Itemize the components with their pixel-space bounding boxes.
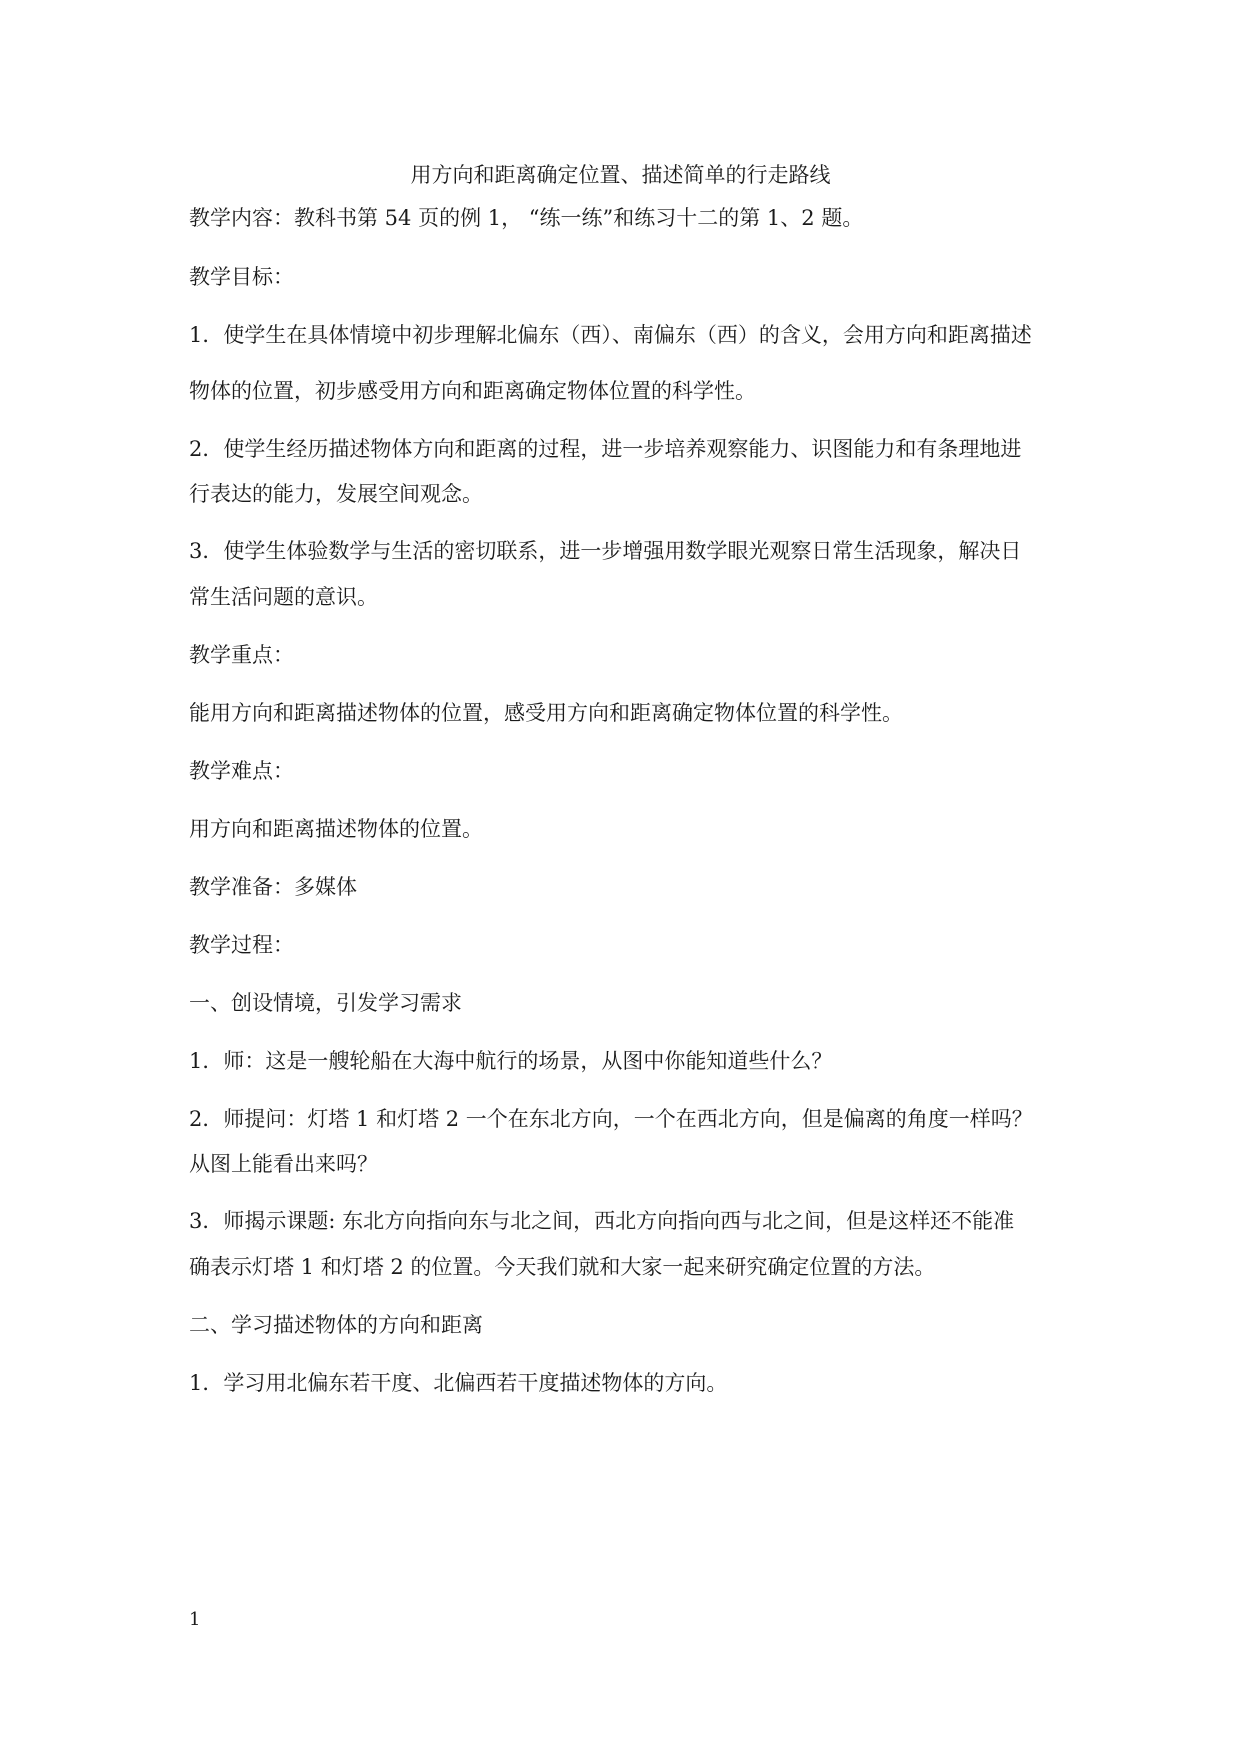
preparation-line: 教学准备：多媒体 bbox=[189, 875, 357, 899]
section-2-step-1-line: 1．学习用北偏东若干度、北偏西若干度描述物体的方向。 bbox=[189, 1371, 728, 1395]
step-2-line-2: 从图上能看出来吗？ bbox=[189, 1152, 378, 1176]
step-3-line-1: 3．师揭示课题: 东北方向指向东与北之间，西北方向指向西与北之间，但是这样还不能准 bbox=[189, 1209, 1015, 1233]
key-points-text: 能用方向和距离描述物体的位置，感受用方向和距离确定物体位置的科学性。 bbox=[189, 701, 903, 725]
page-number: 1 bbox=[189, 1609, 201, 1630]
goal-2-line-2: 行表达的能力，发展空间观念。 bbox=[189, 482, 483, 506]
step-3-line-2: 确表示灯塔 1 和灯塔 2 的位置。今天我们就和大家一起来研究确定位置的方法。 bbox=[189, 1255, 936, 1279]
difficulties-heading: 教学难点： bbox=[189, 759, 294, 783]
step-2-line-1: 2．师提问：灯塔 1 和灯塔 2 一个在东北方向，一个在西北方向，但是偏离的角度一样吗？ bbox=[189, 1107, 1033, 1131]
goal-1-line-2: 物体的位置，初步感受用方向和距离确定物体位置的科学性。 bbox=[189, 379, 756, 403]
key-points-heading: 教学重点： bbox=[189, 643, 294, 667]
section-2-heading: 二、学习描述物体的方向和距离 bbox=[189, 1313, 483, 1337]
teaching-goals-heading: 教学目标： bbox=[189, 265, 294, 289]
step-1-line: 1．师：这是一艘轮船在大海中航行的场景，从图中你能知道些什么？ bbox=[189, 1049, 833, 1073]
difficulties-text: 用方向和距离描述物体的位置。 bbox=[189, 817, 483, 841]
goal-1-line-1: 1．使学生在具体情境中初步理解北偏东（西）、南偏东（西）的含义，会用方向和距离描述 bbox=[189, 323, 1032, 347]
document-title: 用方向和距离确定位置、描述简单的行走路线 bbox=[410, 163, 831, 187]
goal-3-line-1: 3．使学生体验数学与生活的密切联系，进一步增强用数学眼光观察日常生活现象，解决日 bbox=[189, 539, 1022, 563]
goal-3-line-2: 常生活问题的意识。 bbox=[189, 585, 378, 609]
section-1-heading: 一、创设情境，引发学习需求 bbox=[189, 991, 462, 1015]
teaching-content-line: 教学内容：教科书第 54 页的例 1， “练一练”和练习十二的第 1、2 题。 bbox=[189, 206, 864, 230]
goal-2-line-1: 2．使学生经历描述物体方向和距离的过程，进一步培养观察能力、识图能力和有条理地进 bbox=[189, 437, 1022, 461]
process-heading: 教学过程： bbox=[189, 933, 294, 957]
